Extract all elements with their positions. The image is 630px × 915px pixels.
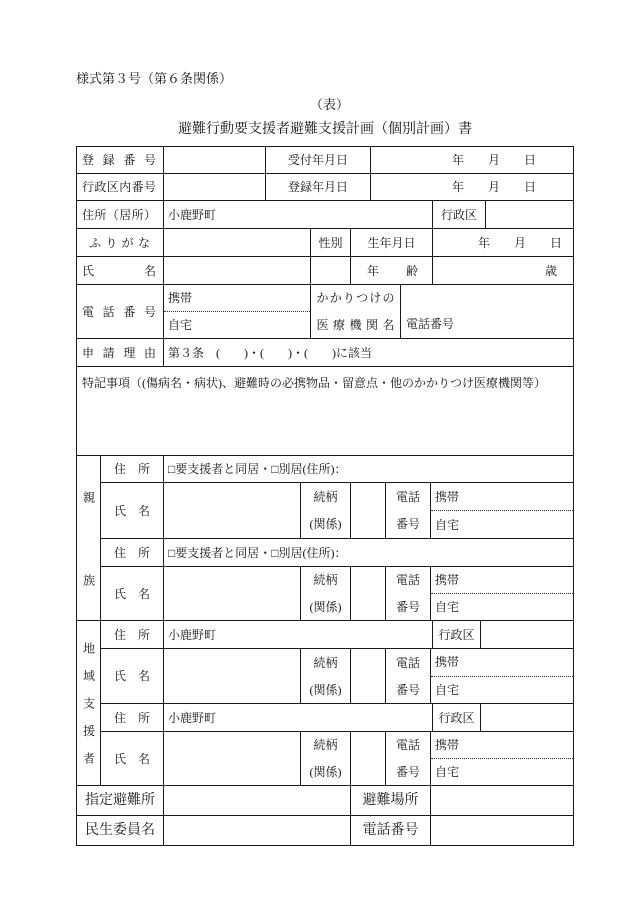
supporter1-relation-value-cell: [350, 648, 386, 704]
applicant-phone-label: 電 話 番 号: [82, 304, 156, 319]
clinic-label-cell: [310, 284, 401, 339]
reason-label: 申 請 理 由: [82, 345, 156, 360]
birth-date-label-cell: [350, 228, 433, 257]
reason-value: 第３条 ( )・( )・( )に該当: [168, 345, 372, 360]
notes-label: 特記事項（(傷病名・病状)、避難時の必携物品・留意点・他のかかりつけ医療機関等）: [82, 376, 546, 390]
supporter1-phone-label-cell: [385, 648, 431, 704]
clinic-phone-label: 電話番号: [406, 317, 455, 331]
registration-date-template: 年 月 日: [452, 180, 537, 194]
relative2-address-value-cell: [163, 538, 574, 567]
commissioner-phone-label: 電話番号: [362, 822, 419, 838]
applicant-district-label-cell: [432, 200, 486, 229]
supporter2-address-label: 住 所: [113, 710, 150, 725]
commissioner-phone-label-cell: [350, 815, 431, 846]
supporter2-district-label: 行政区: [438, 710, 475, 725]
applicant-address-label: 住所（居所）: [82, 207, 156, 222]
designated-shelter-label: 指定避難所: [85, 792, 155, 808]
supporter1-phone-sub-label: 番号: [395, 682, 420, 697]
supporter1-phone-cell: [430, 648, 574, 704]
relative1-phone-label-cell: [385, 482, 431, 539]
relative1-relation-sub-label: (関係): [309, 517, 342, 532]
relative1-relation-label-cell: [300, 482, 351, 539]
relatives-section-label: 親族: [81, 490, 96, 586]
registration-date-value-cell: [370, 173, 574, 201]
furigana-value-cell: [163, 228, 311, 257]
applicant-address-value: 小鹿野町: [168, 207, 217, 222]
registration-number-label: 登 録 番 号: [82, 153, 156, 167]
relative1-phone-cell: [430, 482, 574, 539]
relative2-address-label: 住 所: [113, 545, 150, 560]
supporters-section-cell: [76, 620, 101, 786]
supporter2-address-value: 小鹿野町: [168, 710, 217, 725]
reason-value-cell: [163, 338, 574, 367]
relative2-phone-cell: [430, 566, 574, 621]
relative1-address-label: 住 所: [113, 462, 150, 476]
applicant-name-value-cell: [163, 256, 311, 285]
supporter2-name-label-cell: [100, 731, 164, 786]
relative1-mobile-label: 携帯: [435, 489, 460, 504]
supporter2-address-value-cell: [163, 703, 433, 732]
applicant-mobile-label: 携帯: [168, 291, 193, 305]
supporter2-relation-label-cell: [300, 731, 351, 786]
reason-label-cell: [76, 338, 164, 367]
supporter1-relation-sub-label: (関係): [309, 682, 342, 697]
supporter1-home-label: 自宅: [435, 682, 460, 697]
designated-shelter-value-cell: [163, 785, 351, 816]
registration-number-label-cell: [76, 146, 164, 174]
relative2-name-label: 氏 名: [113, 586, 150, 601]
registration-date-label: 登録年月日: [287, 180, 348, 194]
supporter2-mobile-label: 携帯: [435, 738, 460, 752]
receipt-date-label-cell: [265, 146, 371, 174]
applicant-address-label-cell: [76, 200, 164, 229]
applicant-phone-label-cell: [76, 284, 164, 339]
supporter2-relation-label: 続柄: [313, 738, 338, 753]
relative1-relation-label: 続柄: [313, 489, 338, 504]
district-number-value-cell: [163, 173, 266, 201]
relative1-phone-label: 電話: [395, 489, 420, 504]
relative2-home-label: 自宅: [435, 600, 460, 614]
supporter1-relation-label: 続柄: [313, 655, 338, 670]
supporter1-name-label-cell: [100, 648, 164, 704]
supporter1-address-value: 小鹿野町: [168, 627, 217, 642]
designated-shelter-label-cell: [76, 785, 164, 816]
age-label-cell: [350, 256, 433, 285]
supporter2-relation-value-cell: [350, 731, 386, 786]
district-number-label: 行政区内番号: [82, 180, 156, 194]
receipt-date-template: 年 月 日: [452, 153, 537, 167]
supporter2-mobile-row: [431, 732, 573, 759]
clinic-label-line1: かかりつけの: [316, 291, 395, 306]
applicant-home-row: [164, 312, 310, 338]
birth-date-label: 生年月日: [367, 235, 416, 250]
district-number-label-cell: [76, 173, 164, 201]
supporter2-phone-label: 電話: [395, 738, 420, 753]
relatives-section-cell: [76, 455, 101, 621]
form-title: 避難行動要支援者避難支援計画（個別計画）書: [178, 122, 472, 137]
supporter2-phone-cell: [430, 731, 574, 786]
evacuation-site-label-cell: [350, 785, 431, 816]
relative2-phone-label: 電話: [395, 573, 420, 588]
supporter1-name-value-cell: [163, 648, 301, 704]
relative2-relation-value-cell: [350, 566, 386, 621]
relative2-name-value-cell: [163, 566, 301, 621]
relative2-phone-sub-label: 番号: [395, 599, 420, 614]
registration-number-value-cell: [163, 146, 266, 174]
supporter2-name-label: 氏 名: [113, 751, 150, 766]
commissioner-phone-value-cell: [430, 815, 574, 846]
supporter1-district-value-cell: [480, 620, 574, 649]
relative1-name-label: 氏 名: [113, 503, 150, 518]
supporter1-name-label: 氏 名: [113, 669, 150, 683]
furigana-label-cell: [76, 228, 164, 257]
applicant-name-label-cell: [76, 256, 164, 285]
supporter1-phone-label: 電話: [395, 655, 420, 670]
supporter2-address-label-cell: [100, 703, 164, 732]
applicant-district-value-cell: [485, 200, 574, 229]
relative2-address-value: □要支援者と同居・□別居(住所)：: [168, 545, 347, 560]
supporter2-district-value-cell: [480, 703, 574, 732]
applicant-address-value-cell: [163, 200, 433, 229]
applicant-home-label: 自宅: [168, 318, 193, 332]
supporter1-home-row: [431, 677, 573, 704]
commissioner-name-label: 民生委員名: [85, 822, 155, 838]
supporter1-mobile-label: 携帯: [435, 655, 460, 670]
relative1-address-value-cell: [163, 455, 574, 483]
supporter2-relation-sub-label: (関係): [309, 764, 342, 779]
relative2-address-label-cell: [100, 538, 164, 567]
sex-label-cell: [310, 228, 351, 257]
supporter2-phone-sub-label: 番号: [395, 764, 420, 779]
relative1-address-value: □要支援者と同居・□別居(住所)：: [168, 462, 347, 476]
supporters-section-label: 地域支援者: [81, 642, 96, 764]
relative1-address-label-cell: [100, 455, 164, 483]
relative1-home-label: 自宅: [435, 517, 460, 532]
furigana-label: ふ り が な: [89, 235, 150, 250]
applicant-district-label: 行政区: [440, 207, 477, 222]
relative2-name-label-cell: [100, 566, 164, 621]
sex-value-cell: [310, 256, 351, 285]
relative2-home-row: [431, 594, 573, 620]
receipt-date-value-cell: [370, 146, 574, 174]
relative2-relation-label: 続柄: [313, 573, 338, 588]
supporter2-home-row: [431, 759, 573, 785]
commissioner-name-value-cell: [163, 815, 351, 846]
applicant-phone-cell: [163, 284, 311, 339]
relative1-mobile-row: [431, 483, 573, 511]
supporter1-relation-label-cell: [300, 648, 351, 704]
evacuation-site-value-cell: [430, 785, 574, 816]
receipt-date-label: 受付年月日: [287, 153, 348, 167]
relative1-home-row: [431, 511, 573, 538]
age-value-cell: [432, 256, 574, 285]
commissioner-name-label-cell: [76, 815, 164, 846]
supporter1-address-label-cell: [100, 620, 164, 649]
supporter1-district-label: 行政区: [438, 627, 475, 642]
evacuation-site-label: 避難場所: [362, 792, 419, 808]
clinic-label-line2: 医 療 機 関 名: [316, 317, 395, 332]
supporter2-district-label-cell: [432, 703, 481, 732]
age-label: 年 齢: [367, 263, 418, 278]
notes-cell: [76, 366, 574, 456]
relative2-mobile-row: [431, 567, 573, 594]
birth-date-template: 年 月 日: [478, 235, 563, 250]
sex-label: 性別: [318, 235, 343, 250]
supporter1-district-label-cell: [432, 620, 481, 649]
supporter2-phone-label-cell: [385, 731, 431, 786]
side-label: （表）: [310, 97, 350, 112]
applicant-mobile-row: [164, 285, 310, 312]
registration-date-label-cell: [265, 173, 371, 201]
relative2-relation-sub-label: (関係): [309, 599, 342, 614]
supporter2-name-value-cell: [163, 731, 301, 786]
relative1-relation-value-cell: [350, 482, 386, 539]
relative1-name-value-cell: [163, 482, 301, 539]
form-number: 様式第３号（第６条関係）: [76, 71, 233, 86]
relative2-mobile-label: 携帯: [435, 573, 460, 587]
relative1-phone-sub-label: 番号: [395, 517, 420, 532]
age-unit: 歳: [544, 263, 557, 278]
relative2-relation-label-cell: [300, 566, 351, 621]
relative2-phone-label-cell: [385, 566, 431, 621]
birth-date-value-cell: [432, 228, 574, 257]
clinic-value-cell: [400, 284, 574, 339]
supporter1-mobile-row: [431, 649, 573, 677]
supporter1-address-label: 住 所: [113, 627, 150, 642]
supporter2-home-label: 自宅: [435, 765, 460, 779]
applicant-name-label: 氏 名: [82, 263, 156, 278]
relative1-name-label-cell: [100, 482, 164, 539]
supporter1-address-value-cell: [163, 620, 433, 649]
